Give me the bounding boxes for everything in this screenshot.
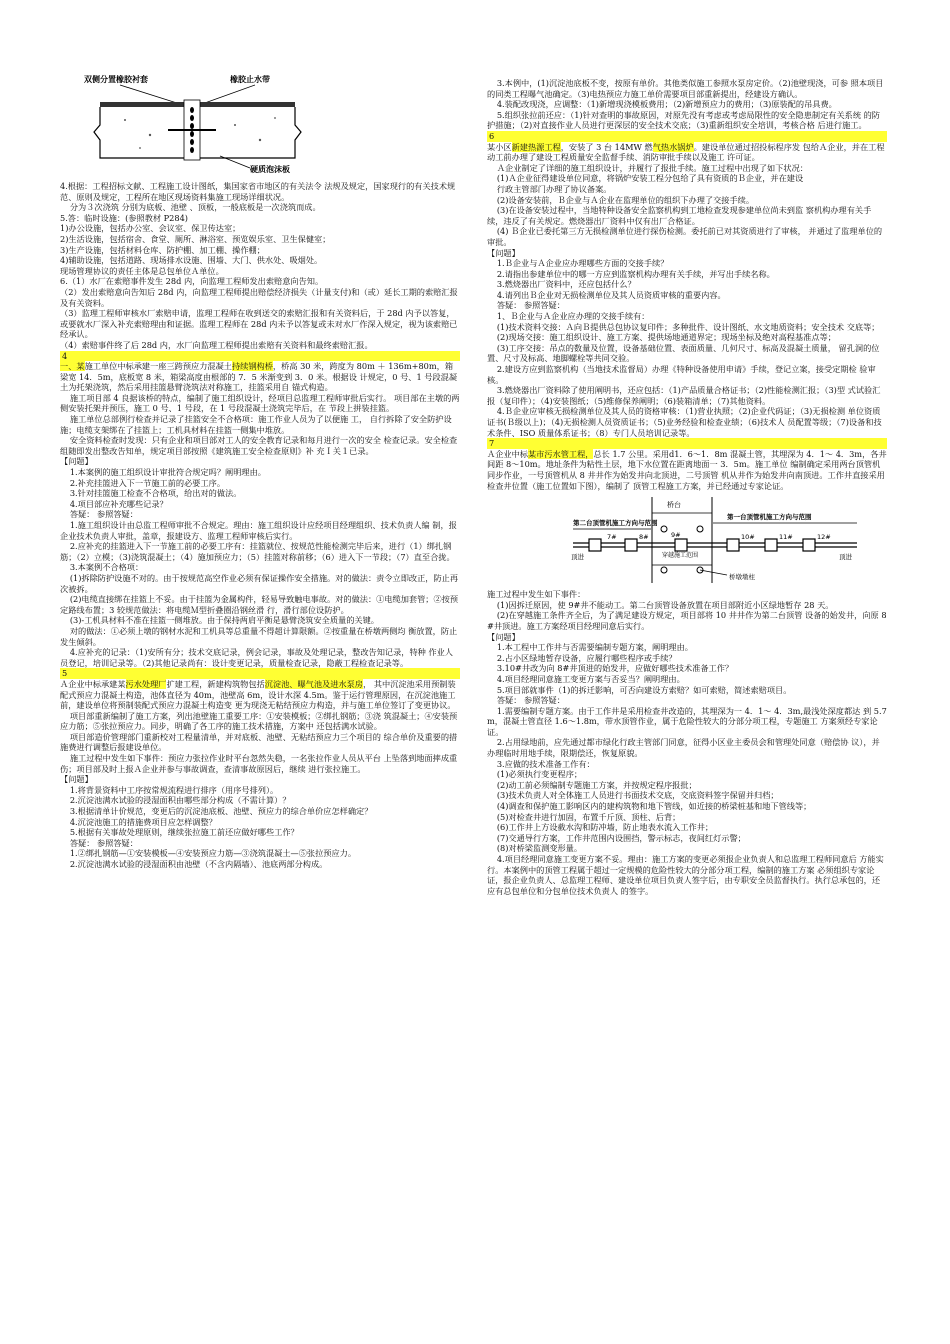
paragraph: 5.项目部就事件（1)的拆迁影响，可否向建设方索赔？如可索赔，简述索赔项目。: [496, 684, 792, 695]
paragraph: 4.项目经理同意施工变更方案与否妥当？阐明理由。: [496, 673, 685, 684]
paragraph: 5.答：临时设施：(参照教材 P284): [60, 212, 189, 223]
paragraph: 3.10#井改为向 8#井顶进的始发井，应做好哪些技术准备工作？: [496, 663, 734, 674]
paragraph: 1、Ｂ企业与Ａ企业应办理的交接手续有：: [496, 311, 650, 322]
left-column: [60, 70, 460, 870]
paragraph: (1)因拆迁原因，使 9#井不能动工。第二台顶管设备放置在项目部附近小区绿地暂存 28 天。: [496, 599, 834, 610]
paragraph: Ａ企业制定了详细的施工组织设计，并履行了报批手续。施工过程中出现了如下状况：: [496, 162, 808, 173]
pipe-jacking-layout-diagram: [567, 495, 867, 585]
paragraph: 答疑： 参照答疑：: [496, 695, 565, 706]
paragraph: 2.建设方应到监察机构（当地技术监督局）办理《特种设备使用申请》手续，登记立案，接受定期检 验审核。: [487, 364, 876, 385]
paragraph: (1)必须执行变更程序；: [496, 769, 583, 780]
paragraph: (3)技术负责人对全体施工人员进行书面技术交底，交底资料签字保留并归档；: [496, 790, 779, 801]
paragraph: 一、某施工单位中标承建一座三跨预应力混凝土持续钢构桥，桥高 30 米，跨度为 80m ＋ 136m+80m，箱梁宽 14．5m，底板宽 8 米，箱梁高度由根部的 7．5 米渐变到 3．0 米。根据设 计规定，0 号、1 号段混凝土为托架浇筑，然后采用挂篮悬臂浇筑法对称施工，挂篮采用自 锚式构造。: [60, 361, 458, 393]
figure-label-bottom: 硬质泡沫板: [250, 165, 290, 174]
paragraph: 4.项目部应补充哪些记录？: [69, 498, 168, 509]
paragraph: (2)现场交接：施工组织设计、施工方案、提供场地通道界定；现场坐标及绝对高程基准点等；: [496, 332, 836, 343]
paragraph: 1.施工组织设计由总监工程师审批不合规定。理由：施工组织设计应经项目经理组织、技术负责人编 制，报企业技术负责人审批，盖章，报建设方、监理工程师审核后实行。: [60, 520, 457, 541]
paragraph: 1.Ｂ企业与Ａ企业应办理哪些方面的交接手续？: [496, 258, 669, 269]
paragraph: 现场管理协议的责任主体是总包单位Ａ单位。: [60, 265, 224, 276]
paragraph: 3.本例中，(1)沉淀池底板不变，按原有单价。其他类似施工参照水泵房定价。（2)池壁现浇，可参 照本项目的同类工程曝气池确定。（3)电热预应力施工单价需要项目部重新提出，经建设方确认。: [487, 78, 884, 99]
paragraph: 4.Ｂ企业应审核无损检测单位及其人员的资格审核：（1)营业执照；（2)企业代码证；（3)无损检测 单位资质证书(Ｂ级以上)；（4)无损检测人员资质证书；（5)业务经验和检查业绩；（6)技术人 员配置等级；（7)设备和技术条件、ISO 质量体系证书；（8）专门人员培训记录等。: [487, 406, 882, 438]
paragraph: 安全资料检查时发现：只有企业和项目部对工人的安全教育记录和每月进行一次的安全 检查记录。安全检查组随即发出整改告知单，规定项目部按照《建筑施工安全检查原则》补 充Ｉ关１已录。: [60, 435, 458, 456]
paragraph: 4.应补充的记录：（1)安所有分；技术交底记录，例会记录，事故及处理记录，整改告知记录，特种 作业人员登记，培训记录等。（2)其他记录尚有：设计变更记录，质量检查记录，隐蔽工程检查记录等。: [60, 647, 453, 668]
paragraph: 2.请指出参建单位中的哪一方应到监察机构办理有关手续，并写出手续名称。: [496, 268, 775, 279]
paragraph: 【问题】: [60, 456, 93, 467]
diagram-well-9: 9#: [671, 531, 681, 540]
paragraph: 答疑： 参照答疑：: [69, 509, 138, 520]
diagram-well-11: 11#: [779, 533, 793, 542]
paragraph: 分为３次浇筑 分别为底板、池壁 、顶板，一般底板是一次浇筑而成。: [69, 202, 321, 213]
diagram-well-7: 7#: [607, 533, 617, 542]
right-text-body-top: [487, 78, 887, 491]
paragraph: (4)调查和保护施工影响区内的建构筑物和地下管线，如近接的桥梁桩基和地下管线等；: [496, 801, 812, 812]
diagram-well-10: 10#: [741, 533, 755, 542]
paragraph: 【问题】: [487, 631, 520, 642]
paragraph: 项目部造价管理部门重新校对工程量清单，并对底板、池壁、无粘结预应力三个项目的 综合单价及重要的措施费进行调整后报建设单位。: [60, 731, 458, 753]
case-number: 5: [60, 668, 460, 679]
paragraph: 答疑： 参照答疑：: [496, 300, 565, 311]
diagram-bridge-label: 桥台: [667, 501, 681, 510]
paragraph: 4.根据：工程招标文献、工程施工设计图纸，集国家省市地区的有关法令 法规及规定，国家现行的有关技术规范、原则及规定，工程所在地区现场资料集施工现场详细状况。: [60, 181, 456, 202]
paragraph: (2)电缆直接绑在挂篮上不妥。由于挂篮为金属构件，轻易导致触电事故。对的做法：①电缆加套管；②按预定路线布置；3 较规范做法：将电缆Ｍ型折叠圈沿钢丝滑 行，滑行部位设防护。: [60, 594, 459, 615]
diagram-zone-label: 穿越施工范围: [662, 552, 699, 560]
paragraph: (3)在设备安装过程中，当地特种设备安全监察机构到工地检查发现参建单位尚未到监 察机构办理有关手续，违反了有关规定。燃烧器出厂资料中仅有出厂合格证。: [487, 205, 872, 226]
paragraph: 施工单位总部例行检查并记录了挂篮安全不合格项：施工作业人员为了以便施 工， 自行拆除了安全防护设施；电缆支架绑在了挂篮上；工机具材料在挂篮一侧集中堆放。: [60, 414, 452, 435]
paragraph: 3)生产设施，包括材料仓库、防护棚、加工棚、操作棚；: [60, 244, 265, 255]
case-number: 4: [60, 351, 460, 362]
paragraph: (1)拆除防护设施不对的。由于按规范高空作业必须有保证操作安全措施。对的做法：责令立即改正，防止再次被拆。: [60, 572, 459, 594]
paragraph: 1.本工程中工作井与否需要编制专题方案，阐明理由。: [496, 642, 693, 653]
paragraph: 1.将背景资料中工序按常规流程进行排序（用序号排列）。: [69, 784, 279, 795]
paragraph: 2)生活设施，包括宿舍、食堂、厕所、淋浴室、预览娱乐室、卫生保健室；: [60, 233, 331, 244]
paragraph: 对的做法：①必须上墩的钢材水泥和工机具等总重量不得超计算限额。②按重量在桥墩两侧均 衡放置，防止发生倾斜。: [60, 625, 458, 647]
paragraph: 答疑： 参照答疑：: [69, 837, 138, 848]
paragraph: (6)工作井上方设截水沟和防冲墙，防止地表水流入工作井；: [496, 822, 714, 833]
paragraph: 5.组织张拉前还应：（1)针对查明的事故原因，对原先没有考虑或考虑局限性的安全隐患制定有关系统 的防护措施；（2)对直接作业人员进行更深层的安全技术交底；（3)重新组织安全培训，考核合格 后进行施工。: [487, 109, 880, 131]
waterstop-detail-figure: [80, 70, 310, 175]
paragraph: 2.应补充的挂篮进入下一节施工前的必要工序有：挂篮就位、按规范性能检测完毕后来，进行（1）绑扎钢筋；（2）立模；（3)浇筑混凝土；（4）施加预应力；（5）挂篮对称前移；（6）进入下一节段；（7）直至合拢。: [60, 541, 455, 562]
paragraph: (2)动工前必须编制专题施工方案，并按规定程序报批；: [496, 779, 697, 790]
paragraph: 3.燃烧器出厂资料中，还应包括什么？: [496, 279, 636, 290]
diagram-range2-label: 第一台顶管机施工方向与范围: [727, 513, 812, 522]
paragraph: 4.项目经理同意施工变更方案不妥。理由：施工方案的变更必须报企业负责人和总监理工程师同意后 方能实行。本案例中的顶管工程属于超过一定规模的危险性较大的分部分项工程，编制的施工方案 必须组织专家论证，报企业负责人、总监理工程师、建设单位项目负责人签字后，由专职安全员监督执行。执行总承包的，还应有总包单位和分包单位技术负责人 的签字。: [487, 854, 884, 896]
figure-label-mid: 橡胶止水带: [230, 75, 270, 84]
paragraph: (1)Ａ企业征得建设单位同意，将锅炉安装工程分包给了具有资质的Ｂ企业，并在建设: [496, 173, 804, 184]
paragraph: 【问题】: [487, 247, 520, 258]
right-text-body-bottom: [487, 589, 887, 896]
paragraph: 2.占小区绿地暂存设备，应履行哪些程序或手续？: [496, 652, 677, 663]
paragraph: 1.需要编制专题方案。由于工作井是采用检查井改造的，其埋深为一 4．1～ 4．3m,最浅处深度都达 到 5.7m，混凝土管直径 1.6～1.8m，带水顶管作业，属于危险性较大的分部分项工程，专题施工 方案须经专家论证。: [487, 705, 887, 737]
paragraph: (5)对检查井进行加固，布置千斤顶、顶柱、后背；: [496, 811, 681, 822]
paragraph: 2.沉淀池满水试验的浸湿面积由池壁（不含内隔墙）、池底两部分构成。: [69, 859, 328, 869]
case-number: 6: [487, 131, 887, 142]
paragraph: (7)交通导行方案，工作井范围内设围挡，警示标志，夜间红灯示警；: [496, 832, 746, 843]
paragraph: 4)辅助设施，包括道路、现场排水设施、围墙、大门、供水处、吸烟处。: [60, 255, 323, 266]
paragraph: 2.沉淀池满水试验的浸湿面积由哪些部分构成（不需计算）？: [69, 795, 291, 806]
paragraph: 4.请列出Ｂ企业对无损检测单位及其人员资质审核的重要内容。: [496, 289, 726, 300]
diagram-push-right: 顶进: [839, 553, 852, 562]
diagram-range1-label: 第二台顶管机施工方向与范围: [573, 519, 658, 528]
paragraph: 3.本案例不合格项：: [69, 562, 144, 573]
paragraph: (4) Ｂ企业已委托第三方无损检测单位进行探伤检测。委托前已对其资质进行了审核， 并通过了监理单位的审批。: [487, 226, 883, 247]
diagram-push-left: 顶进: [571, 553, 584, 562]
paragraph: (3)-工机具材料不准在挂篮一侧堆放。由于保持两肩平衡是悬臂浇筑安全质量的关键。: [69, 615, 379, 626]
paragraph: (3)工序交接：吊点的数量及位置，设备基础位置、表面质量、几何尺寸、标高及混凝土质量， 留孔洞的位置、尺寸及标高、地脚螺栓等共同交验。: [487, 342, 880, 364]
diagram-well-12: 12#: [817, 533, 831, 542]
paragraph: 1.本案例的施工组织设计审批符合规定吗？阐明理由。: [69, 467, 266, 478]
paragraph: 行政主管部门办理了协议备案。: [496, 183, 612, 194]
diagram-well-8: 8#: [639, 533, 649, 542]
paragraph: 施工过程中发生如下事件：预应力张拉作业时平台忽然失稳，一名张拉作业人员从平台 上坠落到地面摔成重伤；项目部及时上报Ａ企业并参与事故调查，查清事故原因后，继续 进行张拉施工。: [60, 753, 458, 774]
case-number: 7: [487, 438, 887, 449]
paragraph: (2)在穿越施工条件齐全后，为了满足建设方规定，项目部将 10 井井作为第二台顶管 设备的始发井，向原 8#井顶进。施工方案经项目经理同意后实行。: [487, 610, 887, 631]
diagram-pier-label: 桥墩墩柱: [729, 573, 755, 582]
paragraph: 3.燃烧器出厂资料除了使用阐明书，还应包括：（1)产品质量合格证书；（2)性能检测汇报；（3)型 式试验汇报（复印件）；（4)安装图纸；（5)维修保养阐明；（6)装箱清单；（7)其他资料。: [487, 385, 881, 406]
paragraph: 施工项目部 4 良据该桥的特点，编制了施工组织设计，经项目总监理工程师审批后实行。 项目部在主墩的两侧安装托架并预压，施工 0 号、1 号段，在 1 号段混凝土浇筑完毕后，在 节段上拼装挂篮。: [60, 392, 460, 414]
paragraph: 2.占用绿地前，应先通过都市绿化行政主管部门同意，征得小区业主委员会和管理处同意（赔偿协 议），并办理临时用地手续，限期偿还，恢复原貌。: [487, 737, 880, 759]
paragraph: 项目部重新编制了施工方案，列出池壁施工重要工序：①安装模板；②绑扎钢筋；③浇 筑混凝土；④安装预应力筋；⑤张拉预应力。同步，明确了各工序的施工技术措施，方案中 还包括满水试验。: [60, 710, 458, 732]
paragraph: (1)技术资料交接：Ａ向Ｂ提供总包协议复印件；多种批件、设计图纸、水文地质资料；安全技术 交底等；: [496, 321, 880, 332]
paragraph: 3.应做的技术准备工作有：: [496, 758, 595, 769]
paragraph: （4）索赔事件终了后 28d 内，水厂向监理工程师提出索赔有关资料和最终索赔汇报。: [60, 339, 373, 350]
paragraph: 某小区新建热源工程，安装了 3 台 14MW 燃气热水锅炉。建设单位通过招投标程序发 包给Ａ企业，并在工程动工前办理了建设工程质量安全监督手续、消防审批手续以及施工 许可证。: [487, 141, 885, 163]
paragraph: 3.针对挂篮施工检查不合格项，给出对的做法。: [69, 488, 242, 499]
paragraph: 6.（1）水厂在索赔事件发生 28d 内，向监理工程师发出索赔意向告知。: [60, 276, 324, 287]
paragraph: (8)对桥梁监测变形量。: [496, 843, 583, 854]
right-column: [487, 78, 887, 896]
paragraph: 4.沉淀池施工的措施费项目应怎样调整？: [69, 816, 217, 827]
paragraph: 2.补充挂篮进入下一节施工前的必要工序。: [69, 477, 226, 488]
figure-label-left: 双侧分置橡胶衬套: [84, 75, 148, 84]
left-text-body: [60, 181, 460, 870]
paragraph: 施工过程中发生如下事件：: [487, 589, 586, 600]
paragraph: 4.装配改现浇，应调整：（1)新增现浇模板费用；（2)新增预应力的费用；（3)原装配的吊具费。: [496, 99, 837, 110]
paragraph: 【问题】: [60, 774, 93, 785]
paragraph: （3）监理工程师审核水厂索赔申请，监理工程师在收到送交的索赔汇报和有关资料后，于 28d 内予以答复，或要就水厂深入补充索赔理由和证据。监理工程师在 28d 内未予以答复或未对水厂作深入规定，视为该索赔已经承认。: [60, 308, 458, 340]
paragraph: Ａ企业中标承建某污水处理厂扩建工程，新建构筑物包括沉淀池、曝气池及进水泵房， 其中沉淀池采用预制装配式预应力混凝土构造，池体直径为 40m，池壁高 6m，设计水深 4.5m。鉴于运行管理原因，在沉淀池施工前，建设单位将预制装配式预应力混凝土构造变 更为现浇无粘结预应力构造，并与施工单位签订了变更协议。: [60, 678, 456, 711]
paragraph: （2）发出索赔意向告知后 28d 内，向监理工程师提出赔偿经济损失（计量支付)和（或）延长工期的索赔汇报及有关资料。: [60, 286, 458, 308]
paragraph: (2)设备安装前，Ｂ企业与Ａ企业在监理单位的组织下办理了交接手续。: [496, 194, 755, 205]
paragraph: 3.根据清单计价规范，变更后的沉淀池底板、池壁、预应力的综合单价应怎样确定？: [69, 806, 373, 817]
paragraph: 1.②绑扎钢筋—①安装模板—④安装预应力筋—③浇筑混凝土—⑤张拉预应力。: [69, 848, 357, 859]
paragraph: Ａ企业中标某市污水管工程，总长 1.7 公里。采用d1．6～1．8m 混凝土管，其埋深为 4．1～ 4．3m，各井间距 8～10m。地址条件为粘性土层，地下水位置在距离地面一 3．5m。施工单位 编制确定采用两台顶管机同步作业，一号顶管机从 8 井井作为始发井向北顶进，二号顶管 机从井作为始发井向南顶进。工作井直接采用检查井位置（施工位置如下图），编制了 顶管工程施工方案，并已经通过专家论证。: [487, 448, 887, 491]
paragraph: 1)办公设施，包括办公室、会议室、保卫传达室；: [60, 223, 241, 234]
paragraph: 5.根据有关事故处理原则，继续张拉施工前还应做好哪些工作？: [69, 827, 299, 838]
